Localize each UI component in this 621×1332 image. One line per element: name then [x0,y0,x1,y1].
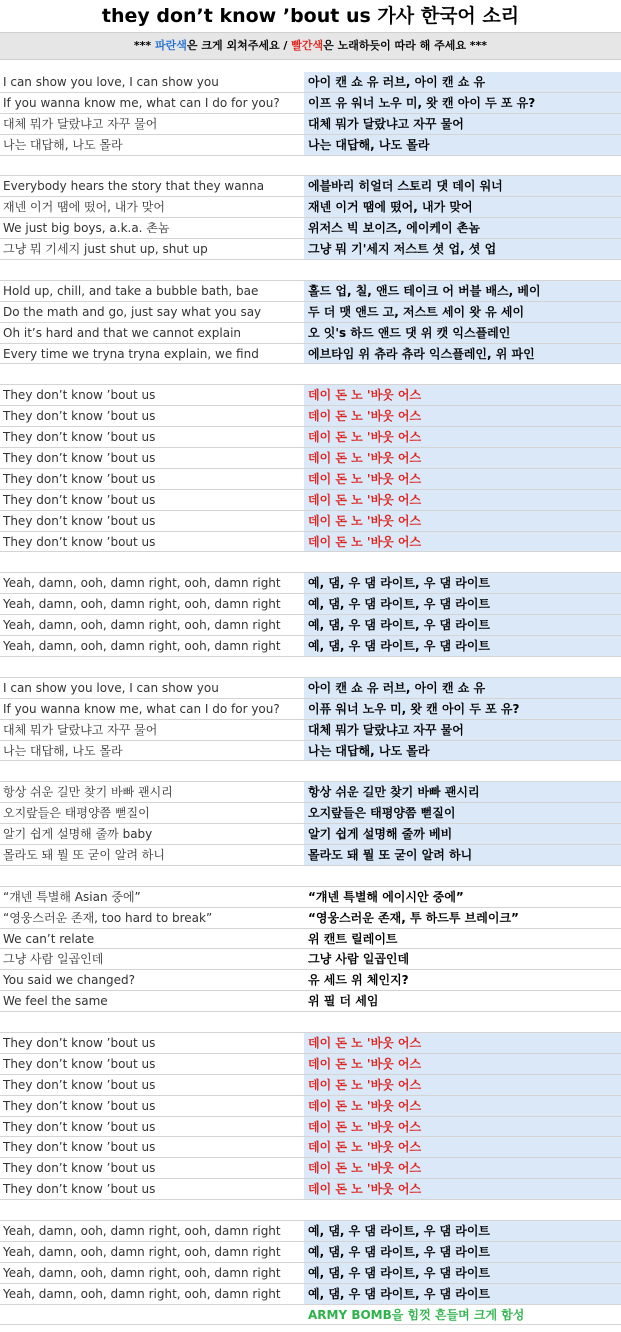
lyric-original: They don’t know ’bout us [3,451,156,466]
lyric-row [0,1054,621,1075]
lyric-original: They don’t know ’bout us [3,1098,156,1113]
lyric-original: Yeah, damn, ooh, damn right, ooh, damn right [3,597,281,612]
lyric-row [0,1179,621,1200]
lyric-row [0,573,621,594]
instruction-banner [0,32,621,60]
lyric-row [0,845,621,866]
lyric-pronunciation: 데이 돈 노 '바웃 어스 [304,1054,621,1074]
lyric-pronunciation [304,1200,621,1220]
lyric-pronunciation [304,260,621,280]
lyric-row [0,803,621,824]
lyric-pronunciation [304,552,621,572]
lyric-pronunciation: 에블바리 히얼더 스토리 댓 데이 워너 [304,176,621,196]
lyric-original: Yeah, damn, ooh, damn right, ooh, damn right [3,1223,281,1238]
lyric-row [0,72,621,93]
lyric-pronunciation: 데이 돈 노 '바웃 어스 [304,1033,621,1053]
lyric-row [0,1242,621,1263]
lyric-original: 그냥 뭐 기세지 just shut up, shut up [3,242,208,257]
lyric-pronunciation [304,156,621,176]
lyric-pronunciation: 대체 뭐가 달랐냐고 자꾸 물어 [304,720,621,740]
lyric-pronunciation: 데이 돈 노 '바웃 어스 [304,1096,621,1116]
lyric-pronunciation [304,1012,621,1032]
lyric-row [0,135,621,156]
lyric-original: Yeah, damn, ooh, damn right, ooh, damn right [3,1244,281,1259]
lyric-row [0,699,621,720]
lyric-original: 알기 쉽게 설명해 줄까 baby [3,827,153,842]
instruction-blue-word: 파란색 [155,39,187,52]
lyric-pronunciation: 데이 돈 노 '바웃 어스 [304,469,621,489]
spacer-row [0,156,621,177]
lyric-pronunciation: 나는 대답해, 나도 몰라 [304,135,621,155]
lyric-pronunciation: 재넨 이거 땜에 떴어, 내가 맞어 [304,197,621,217]
lyric-pronunciation: “걔넨 특별해 에이시안 중에” [308,889,464,904]
lyric-row [0,323,621,344]
lyric-row [0,532,621,553]
instruction-prefix: *** [133,39,156,52]
lyric-pronunciation: 이퓨 워너 노우 미, 왓 캔 아이 두 포 유? [304,699,621,719]
lyric-row [0,448,621,469]
spacer-row [0,866,621,887]
lyric-original: They don’t know ’bout us [3,1077,156,1092]
lyric-original: If you wanna know me, what can I do for you? [3,701,280,716]
lyric-pronunciation: 데이 돈 노 '바웃 어스 [304,427,621,447]
instruction-mid2: 은 노래하듯이 따라 해 주세요 *** [323,39,488,52]
lyric-original [0,761,304,781]
lyric-pronunciation: 이프 유 워너 노우 미, 왓 캔 아이 두 포 유? [304,93,621,113]
lyric-row [0,427,621,448]
lyric-pronunciation: 위저스 빅 보이즈, 에이케이 촌놈 [304,218,621,238]
lyric-original: They don’t know ’bout us [3,534,156,549]
lyric-row [0,344,621,365]
lyric-original: Yeah, damn, ooh, damn right, ooh, damn right [3,1265,281,1280]
lyric-row [0,1137,621,1158]
lyric-original [0,156,304,176]
lyric-original: Hold up, chill, and take a bubble bath, bae [3,283,259,298]
instruction-mid1: 은 크게 외쳐주세요 / [186,39,292,52]
lyric-original: You said we changed? [3,973,136,988]
lyric-row [0,991,621,1012]
lyrics-table [0,72,621,1325]
spacer-row [0,1012,621,1033]
lyric-pronunciation: 홀드 업, 칠, 앤드 테이크 어 버블 배스, 베이 [304,281,621,301]
lyric-original [0,657,304,677]
lyric-pronunciation: 나는 대답해, 나도 몰라 [304,741,621,761]
lyric-row [0,469,621,490]
lyric-row [0,1117,621,1138]
lyric-original [0,364,304,384]
lyric-row [0,176,621,197]
lyric-original [0,260,304,280]
lyric-pronunciation: 데이 돈 노 '바웃 어스 [304,406,621,426]
lyric-row [0,678,621,699]
lyric-original: They don’t know ’bout us [3,1056,156,1071]
spacer-row [0,657,621,678]
lyric-original: I can show you love, I can show you [3,680,219,695]
lyric-row [0,281,621,302]
lyric-row [0,385,621,406]
lyric-pronunciation: 항상 쉬운 길만 찾기 바빠 괜시리 [304,782,621,802]
lyric-original: We can’t relate [3,931,95,946]
lyric-row [0,720,621,741]
lyric-pronunciation: 예, 댐, 우 댐 라이트, 우 댐 라이트 [304,1242,621,1262]
lyric-original: “영웅스러운 존재, too hard to break” [3,910,213,925]
lyric-original: We feel the same [3,994,108,1009]
lyric-pronunciation: 두 더 맷 앤드 고, 저스트 세이 왓 유 세이 [304,302,621,322]
lyric-pronunciation: 데이 돈 노 '바웃 어스 [304,1158,621,1178]
lyric-row [0,782,621,803]
lyric-row [0,1221,621,1242]
lyric-original [0,866,304,886]
lyric-pronunciation: 아이 캔 쇼 유 러브, 아이 캔 쇼 유 [304,72,621,92]
lyric-pronunciation [304,761,621,781]
lyric-row [0,908,621,929]
lyric-original: They don’t know ’bout us [3,513,156,528]
lyric-row [0,114,621,135]
lyric-original: Yeah, damn, ooh, damn right, ooh, damn right [3,576,281,591]
instruction-red-word: 빨간색 [291,39,324,52]
lyric-row [0,1033,621,1054]
lyric-pronunciation: 데이 돈 노 '바웃 어스 [304,1137,621,1157]
lyric-row [0,636,621,657]
lyric-pronunciation: 데이 돈 노 '바웃 어스 [304,448,621,468]
lyric-pronunciation: 예, 댐, 우 댐 라이트, 우 댐 라이트 [304,573,621,593]
lyric-original: Every time we tryna tryna explain, we find [3,346,259,361]
lyric-pronunciation [304,866,621,886]
lyric-pronunciation: “영웅스러운 존재, 투 하드투 브레이크” [308,910,519,925]
lyric-original: Yeah, damn, ooh, damn right, ooh, damn right [3,639,281,654]
lyric-original [0,1200,304,1220]
lyric-pronunciation: 데이 돈 노 '바웃 어스 [304,1179,621,1199]
lyric-original: 대체 뭐가 달랐냐고 자꾸 물어 [3,116,158,131]
lyric-pronunciation: 예, 댐, 우 댐 라이트, 우 댐 라이트 [304,1221,621,1241]
lyric-row [0,93,621,114]
lyric-original: They don’t know ’bout us [3,388,156,403]
lyric-original: 몰라도 돼 뭘 또 굳이 알려 하니 [3,847,165,862]
spacer-row [0,552,621,573]
lyric-original: They don’t know ’bout us [3,1035,156,1050]
lyric-pronunciation: 알기 쉽게 설명해 줄까 베비 [304,824,621,844]
lyric-original [0,1305,304,1325]
lyric-row [0,929,621,950]
lyric-original: 재넨 이거 땜에 떴어, 내가 맞어 [3,200,165,215]
lyric-row [0,1305,621,1326]
lyric-pronunciation: 오 잇's 하드 앤드 댓 위 캣 익스플레인 [304,323,621,343]
lyric-pronunciation: 에브타임 위 츄라 츄라 익스플레인, 위 파인 [304,344,621,364]
lyric-pronunciation [304,364,621,384]
lyric-row [0,302,621,323]
page-title: they don’t know ’bout us 가사 한국어 소리 [101,5,520,27]
lyric-row [0,887,621,908]
lyric-pronunciation: 데이 돈 노 '바웃 어스 [304,1117,621,1137]
lyric-original: They don’t know ’bout us [3,492,156,507]
spacer-row [0,1200,621,1221]
lyric-original: They don’t know ’bout us [3,1119,156,1134]
lyric-original [0,552,304,572]
lyric-pronunciation: 위 필 더 세임 [308,994,379,1009]
lyric-pronunciation: 예, 댐, 우 댐 라이트, 우 댐 라이트 [304,636,621,656]
lyric-original: 오지랖들은 태평양쯤 뻗질이 [3,806,150,821]
lyric-pronunciation: 데이 돈 노 '바웃 어스 [304,532,621,552]
lyric-original: They don’t know ’bout us [3,409,156,424]
lyric-pronunciation: 데이 돈 노 '바웃 어스 [304,1075,621,1095]
lyric-original: Everybody hears the story that they wanna [3,179,265,194]
lyric-row [0,490,621,511]
lyric-original: They don’t know ’bout us [3,471,156,486]
lyric-original: They don’t know ’bout us [3,1140,156,1155]
spacer [0,60,621,72]
lyric-pronunciation: 아이 캔 쇼 유 러브, 아이 캔 쇼 유 [304,678,621,698]
spacer-row [0,260,621,281]
lyric-original: “걔넨 특별해 Asian 중에” [3,889,141,904]
lyric-original: They don’t know ’bout us [3,1161,156,1176]
lyric-original: They don’t know ’bout us [3,1182,156,1197]
lyric-original: 항상 쉬운 길만 찾기 바빠 괜시리 [3,785,173,800]
lyric-original: Yeah, damn, ooh, damn right, ooh, damn right [3,618,281,633]
lyric-original: 그냥 사람 일곱인데 [3,952,104,967]
lyric-row [0,1096,621,1117]
lyric-original: 대체 뭐가 달랐냐고 자꾸 물어 [3,722,158,737]
lyric-pronunciation: 몰라도 돼 뭘 또 굳이 알려 하니 [304,845,621,865]
lyric-row [0,615,621,636]
lyric-pronunciation: 예, 댐, 우 댐 라이트, 우 댐 라이트 [304,615,621,635]
lyric-pronunciation: 데이 돈 노 '바웃 어스 [304,511,621,531]
lyric-pronunciation: 대체 뭐가 달랐냐고 자꾸 물어 [304,114,621,134]
lyric-original: Oh it’s hard and that we cannot explain [3,325,242,340]
lyric-pronunciation: 위 캔트 릴레이트 [308,931,398,946]
lyric-pronunciation: 예, 댐, 우 댐 라이트, 우 댐 라이트 [304,1284,621,1304]
lyric-pronunciation: 그냥 뭐 기'세지 저스트 셧 업, 셧 업 [304,239,621,259]
lyric-pronunciation: 예, 댐, 우 댐 라이트, 우 댐 라이트 [304,594,621,614]
lyric-original: 나는 대답해, 나도 몰라 [3,743,123,758]
lyric-row [0,594,621,615]
lyric-pronunciation: 유 세드 위 체인지? [308,973,409,988]
spacer-row [0,364,621,385]
lyric-original: If you wanna know me, what can I do for you? [3,95,280,110]
lyric-row [0,824,621,845]
lyric-original: Yeah, damn, ooh, damn right, ooh, damn right [3,1286,281,1301]
lyric-original: We just big boys, a.k.a. 촌놈 [3,221,170,236]
lyric-row [0,970,621,991]
lyric-original: They don’t know ’bout us [3,430,156,445]
lyric-pronunciation: ARMY BOMB을 힘껏 흔들며 크게 함성 [308,1307,525,1322]
lyric-pronunciation: 그냥 사람 일곱인데 [308,952,410,967]
spacer-row [0,761,621,782]
lyric-original: I can show you love, I can show you [3,75,219,89]
lyric-row [0,197,621,218]
lyric-pronunciation: 데이 돈 노 '바웃 어스 [304,490,621,510]
lyric-row [0,406,621,427]
lyric-row [0,239,621,260]
lyric-row [0,1263,621,1284]
lyric-original [0,1012,304,1032]
lyric-pronunciation: 데이 돈 노 '바웃 어스 [304,385,621,405]
lyric-row [0,741,621,762]
lyric-row [0,949,621,970]
lyric-row [0,511,621,532]
lyric-pronunciation [304,657,621,677]
lyric-row [0,1158,621,1179]
lyric-pronunciation: 오지랖들은 태평양쯤 뻗질이 [304,803,621,823]
lyric-pronunciation: 예, 댐, 우 댐 라이트, 우 댐 라이트 [304,1263,621,1283]
lyric-row [0,1284,621,1305]
lyric-row [0,1075,621,1096]
lyric-original: 나는 대답해, 나도 몰라 [3,137,123,152]
lyric-row [0,218,621,239]
lyric-original: Do the math and go, just say what you say [3,304,262,319]
